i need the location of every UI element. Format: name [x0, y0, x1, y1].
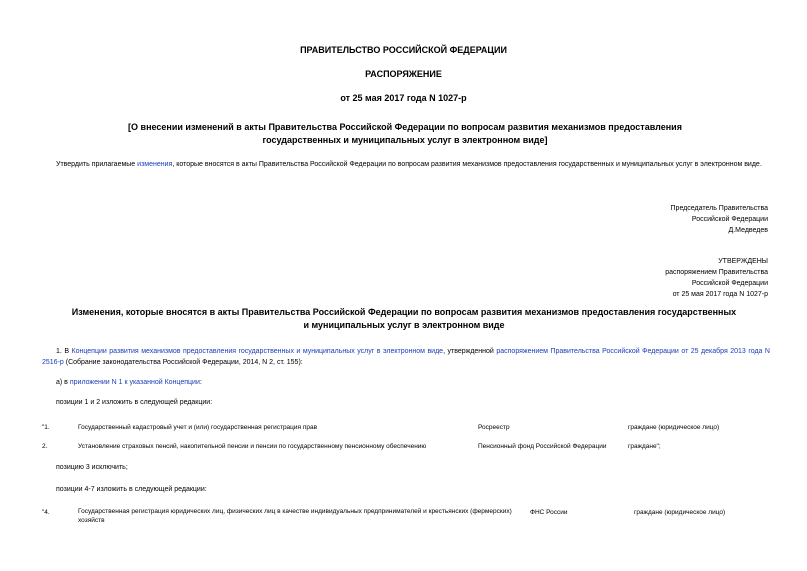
order-link[interactable]: распоряжением Правительства Российской Федерации от 25 декабря 2013 года N 2516-р — [42, 348, 770, 366]
item-1-mid: , утвержденной — [443, 348, 497, 355]
row-service: Государственная регистрация юридических лиц, физических лиц в качестве индивидуальных предпринимателей и крестьянских (фермерских) хозяйств — [78, 508, 512, 524]
sub-a-prefix: а) в — [56, 379, 70, 386]
signature-country: Российской Федерации — [691, 216, 768, 223]
signature-name: Д.Медведев — [728, 227, 768, 234]
item-1-suffix: (Собрание законодательства Российской Федерации, 2014, N 2, ст. 155): — [63, 359, 303, 366]
government-title: ПРАВИТЕЛЬСТВО РОССИЙСКОЙ ФЕДЕРАЦИИ — [300, 45, 507, 55]
changes-link[interactable]: изменения — [137, 161, 173, 168]
approve-paragraph — [42, 159, 770, 170]
positions-1-2-text: позиции 1 и 2 изложить в следующей редакции: — [56, 399, 213, 406]
changes-title: Изменения, которые вносятся в акты Правительства Российской Федерации по вопросам развития механизмов предоставления государственных и муниципальных услуг в электронном виде — [71, 307, 737, 330]
approved-block — [500, 256, 768, 300]
row-agency: ФНС России — [530, 509, 568, 516]
approved-date: от 25 мая 2017 года N 1027-р — [672, 291, 768, 298]
approved-country: Российской Федерации — [691, 280, 768, 287]
sub-a-suffix: : — [199, 379, 202, 386]
approve-text-pre: Утвердить прилагаемые — [56, 161, 138, 168]
row-number: "1. — [42, 424, 50, 431]
approve-text-post: , которые вносятся в акты Правительства Российской Федерации по вопросам развития механизмов предоставления государственных и муниципальных услуг в электронном виде. — [172, 161, 762, 168]
positions-4-7-text: позиции 4-7 изложить в следующей редакции: — [56, 486, 207, 493]
row-number: 2. — [42, 443, 48, 450]
appendix-link[interactable]: приложении N 1 к указанной Концепции — [69, 379, 200, 386]
item-1-prefix: 1. В — [56, 348, 72, 355]
row-service: Государственный кадастровый учет и (или) государственная регистрация прав — [78, 424, 318, 431]
row-recipients: граждане (юридическое лицо) — [628, 424, 720, 431]
document-date-number: от 25 мая 2017 года N 1027-р — [340, 93, 467, 103]
document-title: [О внесении изменений в акты Правительства Российской Федерации по вопросам развития механизмов предоставления государственных и муниципальных услуг в электронном виде] — [128, 122, 682, 145]
concept-link[interactable]: Концепции развития механизмов предоставления государственных и муниципальных услуг в электронном виде — [71, 348, 444, 355]
row-agency: Пенсионный фонд Российской Федерации — [478, 443, 607, 450]
item-1-paragraph — [42, 346, 770, 368]
signature-position: Председатель Правительства — [670, 205, 768, 212]
row-recipients: граждане"; — [628, 443, 661, 450]
signature-block — [500, 203, 768, 236]
row-recipients: граждане (юридическое лицо) — [634, 509, 726, 516]
position-3-text: позицию 3 исключить; — [56, 464, 128, 471]
row-agency: Росреестр — [478, 424, 510, 431]
sub-a-paragraph — [56, 377, 202, 388]
row-number: "4. — [42, 509, 50, 516]
row-service: Установление страховых пенсий, накопительной пенсии и пенсии по государственному пенсионному обеспечению — [78, 443, 427, 450]
document-type: РАСПОРЯЖЕНИЕ — [365, 69, 442, 79]
approved-by: распоряжением Правительства — [665, 269, 768, 276]
approved-label: УТВЕРЖДЕНЫ — [718, 258, 768, 265]
